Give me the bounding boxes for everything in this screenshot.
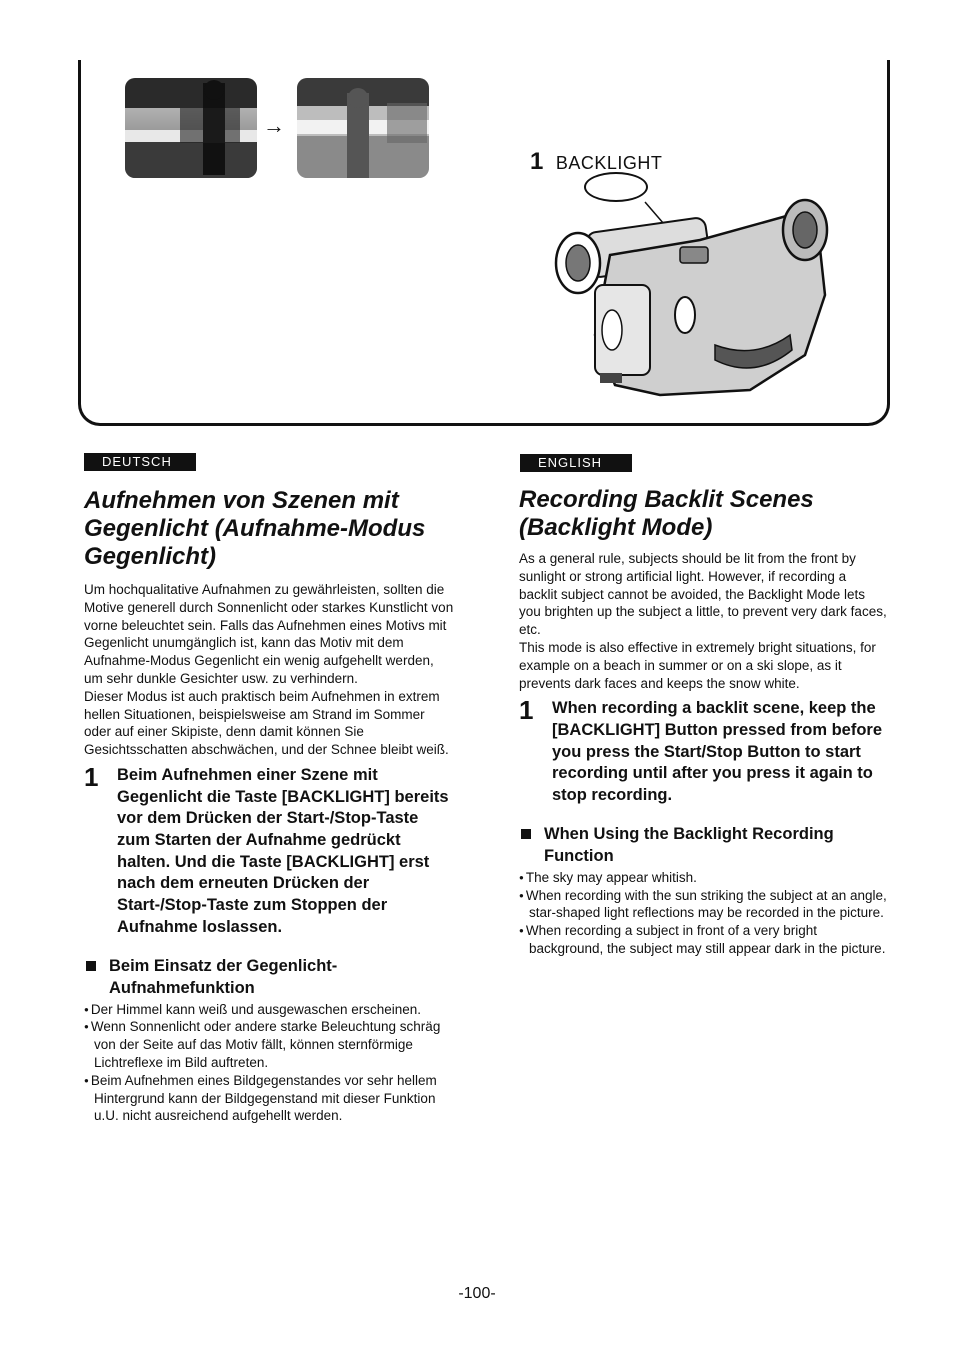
camcorder-illustration — [550, 185, 840, 400]
language-tab-english: ENGLISH — [520, 454, 632, 472]
english-sub-heading-text: When Using the Backlight Recording Function — [544, 824, 834, 865]
list-item: ● Wenn Sonnenlicht oder andere starke Beleuchtung schräg von der Seite auf das Motiv fällt, können sternförmige Lichtreflexe im Bild auftreten. — [84, 1018, 454, 1071]
list-item: ● When recording a subject in front of a very bright background, the subject may still appear dark in the picture. — [519, 922, 887, 958]
english-sub-heading — [519, 823, 887, 867]
deutsch-sub-heading — [84, 955, 454, 999]
english-step-1 — [519, 695, 887, 807]
deutsch-step-text: Beim Aufnehmen einer Szene mit Gegenlicht die Taste [BACKLIGHT] bereits vor dem Drücken der Start-/Stop-Taste zum Starten der Aufnahme gedrückt halten. Und die Taste [BACKLIGHT] erst nach dem erneuten Drücken der Start-/Stop-Taste zum Stoppen der Aufnahme loslassen. — [117, 765, 449, 936]
list-item: ● When recording with the sun striking the subject at an angle, star-shaped light reflections may be recorded in the picture. — [519, 887, 887, 923]
deutsch-title: Aufnehmen von Szenen mit Gegenlicht (Aufnahme-Modus Gegenlicht) — [84, 487, 426, 570]
photo-before-backlit — [125, 78, 257, 178]
backlight-label: BACKLIGHT — [555, 153, 663, 173]
square-bullet-icon — [86, 961, 96, 971]
list-item: ● The sky may appear whitish. — [519, 869, 887, 887]
language-tab-deutsch: DEUTSCH — [84, 453, 196, 471]
english-column — [519, 486, 887, 958]
backlight-step-label — [530, 148, 662, 176]
deutsch-intro-paragraph-1: Um hochqualitative Aufnahmen zu gewährleisten, sollten die Motive generell durch Sonnenlicht oder starkes Kunstlicht von vorne beleuchtet sein. Falls das Aufnehmen eines Motivs mit Gegenlicht unumgänglich ist, kann das Motiv mit dem Aufnahme-Modus Gegenlicht ein wenig aufgehellt werden, um sehr dunkle Gesichter usw. zu verhindern. — [84, 582, 454, 686]
deutsch-bullet-list — [84, 1001, 454, 1126]
list-item: ● Beim Aufnehmen eines Bildgegenstandes vor sehr hellem Hintergrund kann der Bildgegenstand mit dieser Funktion u.U. nicht ausreichend aufgehellt werden. — [84, 1072, 454, 1125]
english-intro-paragraph-2: This mode is also effective in extremely bright situations, for example on a beach in summer or on a ski slope, as it prevents dark faces and keeps the snow white. — [519, 639, 876, 691]
deutsch-column — [84, 487, 454, 1125]
deutsch-sub-heading-text: Beim Einsatz der Gegenlicht-Aufnahmefunktion — [109, 956, 338, 997]
deutsch-step-1 — [84, 761, 454, 939]
photo-after-backlight — [297, 78, 429, 178]
deutsch-step-number: 1 — [84, 761, 99, 792]
square-bullet-icon — [521, 829, 531, 839]
step-number: 1 — [530, 148, 544, 175]
deutsch-intro-paragraph-2: Dieser Modus ist auch praktisch beim Aufnehmen in extrem hellen Situationen, beispielsweise am Strand im Sommer oder auf einer Skipiste, denn damit können Sie Gesichtsschatten abschwächen, und der Schnee bleibt weiß. — [84, 688, 449, 758]
english-title: Recording Backlit Scenes (Backlight Mode) — [519, 486, 814, 541]
english-intro-paragraph-1: As a general rule, subjects should be lit from the front by sunlight or strong artificial light. However, if recording a backlit subject cannot be avoided, the Backlight Mode lets you brighten up the subject a little, to prevent very dark faces, etc. — [519, 551, 887, 638]
page-number: -100- — [458, 1285, 496, 1302]
right-arrow-icon: → — [263, 113, 285, 138]
english-bullet-list — [519, 869, 887, 958]
english-step-number: 1 — [519, 695, 534, 726]
english-step-text: When recording a backlit scene, keep the [BACKLIGHT] Button pressed from before you press the Start/Stop Button to start recording until after you press it again to stop recording. — [552, 699, 882, 805]
list-item: ● Der Himmel kann weiß und ausgewaschen erscheinen. — [84, 1001, 454, 1019]
